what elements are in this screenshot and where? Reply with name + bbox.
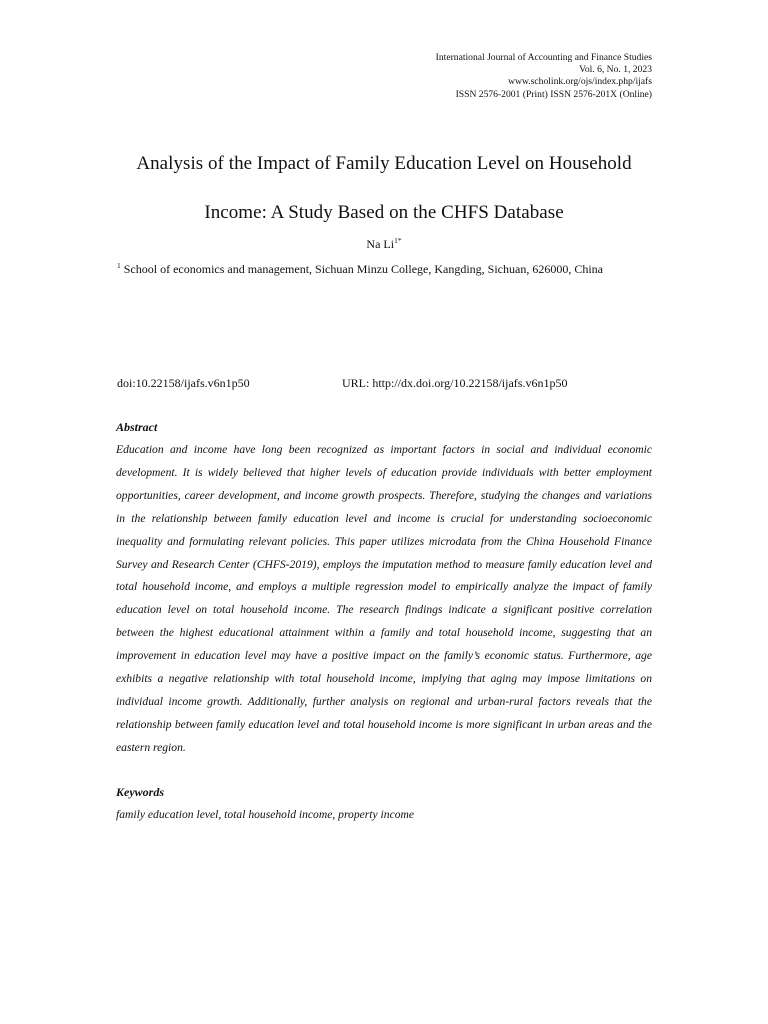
journal-name: International Journal of Accounting and Finance Studies (435, 52, 652, 63)
journal-volume: Vol. 6, No. 1, 2023 (579, 64, 652, 76)
abstract-text: Education and income have long been recognized as important factors in social and individual economic development. It is widely believed that higher levels of education provide individuals with better employment opportunities, career development, and income growth prospects. Therefore, studying the changes and variations in the relationship between family education level and income is crucial for understanding socioeconomic inequality and formulating relevant policies. This paper utilizes microdata from the China Household Finance Survey and Research Center (CHFS-2019), employs the imputation method to measure family education level and total household income, and employs a multiple regression model to empirically analyze the impact of family education level on total household income. The research findings indicate a significant positive correlation between the highest educational attainment within a family and total household income, suggesting that an improvement in education level may have a positive impact on the family’s economic status. Furthermore, age exhibits a negative relationship with total household income, implying that aging may impose limitations on individual income growth. Additionally, further analysis on regional and urban-rural factors reveals that the relationship between family education level and total household income is more significant in urban areas and the eastern region. (116, 443, 652, 754)
author-superscript: 1* (394, 236, 402, 245)
abstract-heading: Abstract (116, 420, 158, 434)
keywords-heading: Keywords (116, 785, 164, 799)
paper-title-line-1: Analysis of the Impact of Family Education Level on Household (136, 153, 632, 174)
affiliation-text: School of economics and management, Sichuan Minzu College, Kangding, Sichuan, 626000, China (123, 262, 603, 276)
journal-url[interactable]: www.scholink.org/ojs/index.php/ijafs (508, 76, 652, 88)
affiliation (117, 262, 603, 277)
journal-header (436, 52, 652, 101)
keywords-text: family education level, total household income, property income (116, 808, 415, 821)
affiliation-superscript: 1 (117, 261, 121, 270)
paper-title-line-2: Income: A Study Based on the CHFS Database (204, 202, 564, 223)
author-name: Na Li (366, 237, 395, 251)
doi-url[interactable]: URL: http://dx.doi.org/10.22158/ijafs.v6n1p50 (342, 376, 568, 390)
journal-issn: ISSN 2576-2001 (Print) ISSN 2576-201X (Online) (455, 88, 652, 100)
doi: doi:10.22158/ijafs.v6n1p50 (117, 376, 250, 390)
author (0, 237, 768, 252)
